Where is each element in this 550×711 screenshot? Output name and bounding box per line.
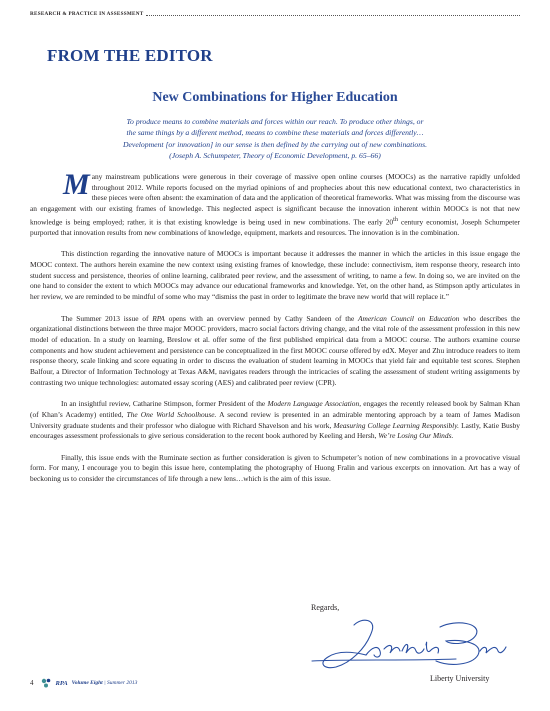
paragraph-3-text: The Summer 2013 issue of (61, 313, 153, 323)
epigraph (70, 116, 480, 162)
editorial-body (30, 168, 521, 495)
epigraph-line-1: To produce means to combine materials and forces within our reach. To produce other things, or (126, 117, 424, 126)
page-number: 4 (30, 679, 34, 687)
paragraph-4-text-2: , engages the recently released book by Salman Khan (of Khan’s Academy) entitled, (30, 399, 520, 419)
paragraph-3 (30, 314, 520, 389)
signature-name: Joshua Brown (306, 615, 312, 616)
separator: | (102, 680, 107, 686)
organization-name-italic: Modern Language Association (267, 399, 360, 409)
volume: Volume Eight (71, 680, 103, 686)
ordinal-suffix: th (393, 216, 398, 223)
paragraph-4-text-4: Lastly, Katie Busby encourages assessment professionals to give serious consideration to the recent book authored by Keeling and Hersh, (30, 420, 521, 441)
paragraph-4-text-3: A second review is presented in an admirable mentoring approach by a team of James Madison University graduate students and their professor who dialogue with Richard Shavelson and his work, (30, 409, 520, 430)
paragraph-3-text-3: who describes the organizational distinctions between the three major MOOC providers, macro social factors driving change, and the vital role of the assessment profession in this new model of education. In a study on learning, Breslow et al. offer some of the first published empirical data from a MOOC course. The authors examine course components and how student achievement and persistence can be conceptualized in the first MOOC course offered by edX. Meyer and Zhu introduce readers to item response theory, scale linking and score equating in order to discuss the evaluation of student learning in MOOCs that yield fair and equitable test scores. Stephen Balfour, a Director of Information Technology at Texas A&M, navigates readers through the intricacies of scaling the assessment of student writing assignments by contrasting two unique technologies: automated essay scoring (AES) and calibrated peer review (CPR). (30, 313, 520, 387)
rpa-logo-icon (40, 677, 52, 689)
drop-cap: M (63, 168, 90, 201)
paragraph-1-text-end: century economist, Joseph Schumpeter purported that innovation results from new combinations of knowledge, equipment, markets and resources. The innovation is in the combination. (30, 217, 521, 237)
author-affiliation: Liberty University (430, 674, 490, 683)
paragraph-3-text-2: opens with an overview penned by Cathy Sandeen of the (164, 313, 359, 323)
epigraph-line-2: the same things by a different method, means to combine these materials and forces differently… (126, 128, 424, 138)
book-title-3: We’re Losing Our Minds. (378, 431, 454, 441)
paragraph-1-text: any mainstream publications were generous in their coverage of massive open online courses (MOOCs) as the narrative rapidly unfolded throughout 2012. While reports focused on the myriad opinions of and prophecies about this new educational context, two characteristics in these pieces were often absent: the examination of data and the application of theoretical frameworks. What was missing from the discourse was an engagement with our existing frames of knowledge. This neglected aspect is significant because the innovation inherent within MOOCs is not that new knowledge is being employed; rather, it is that existing knowledge is being used in new combinations. The early 20 (30, 172, 520, 227)
paragraph-1 (30, 168, 521, 239)
paragraph-4-text: In an insightful review, Catharine Stimpson, former President of the (61, 399, 268, 409)
epigraph-line-3: Development [or innovation] in our sense is then defined by the carrying out of new combinations. (122, 139, 428, 149)
journal-name: RPA (55, 679, 68, 687)
book-title-1: The One World Schoolhouse. (126, 409, 217, 419)
article-title: New Combinations for Higher Education (152, 90, 398, 105)
issue: Summer 2013 (106, 680, 138, 686)
page-footer (30, 677, 137, 689)
running-head (30, 11, 520, 17)
running-head-text: RESEARCH & PRACTICE IN ASSESSMENT (30, 11, 144, 17)
book-title-2: Measuring College Learning Responsibly. (333, 420, 459, 430)
issue-info (72, 680, 138, 686)
paragraph-5: Finally, this issue ends with the Ruminate section as further consideration is given to Schumpeter’s notion of new combinations in a provocative visual form. For many, I encourage you to begin this issue here, contemplating the photography of Huong Fralin and various excerpts on innovation. Art has a way of beckoning us to consider the circumstances of life through a new lens…which is the aim of this issue. (30, 452, 520, 484)
signature (306, 615, 510, 677)
section-heading: FROM THE EDITOR (47, 46, 213, 65)
journal-name-italic: RPA (152, 313, 165, 323)
epigraph-citation: (Joseph A. Schumpeter, Theory of Economic Development, p. 65–66) (169, 151, 381, 161)
paragraph-4 (30, 399, 520, 442)
running-head-rule (146, 15, 520, 16)
paragraph-2: This distinction regarding the innovative nature of MOOCs is important because it addresses the manner in which the articles in this issue engage the MOOC context. The authors herein examine the new context using existing frames of knowledge, these include: connectivism, item response theory, research into student success and persistence, theories of online learning, calibrated peer review, and the assessment of writing, to name a few. In doing so, we are invited on the one hand to consider the extent to which MOOCs may advance our educational frameworks and knowledge. Yet, on the other hand, as Stimpson aptly articulates in her review, we are reminded to be mindful of some who may “dismiss the past in order to legitimate the brave new world that will replace it.” (30, 249, 520, 302)
closing: Regards, (311, 603, 340, 612)
organization-name-italic: American Council on Education (358, 313, 460, 323)
